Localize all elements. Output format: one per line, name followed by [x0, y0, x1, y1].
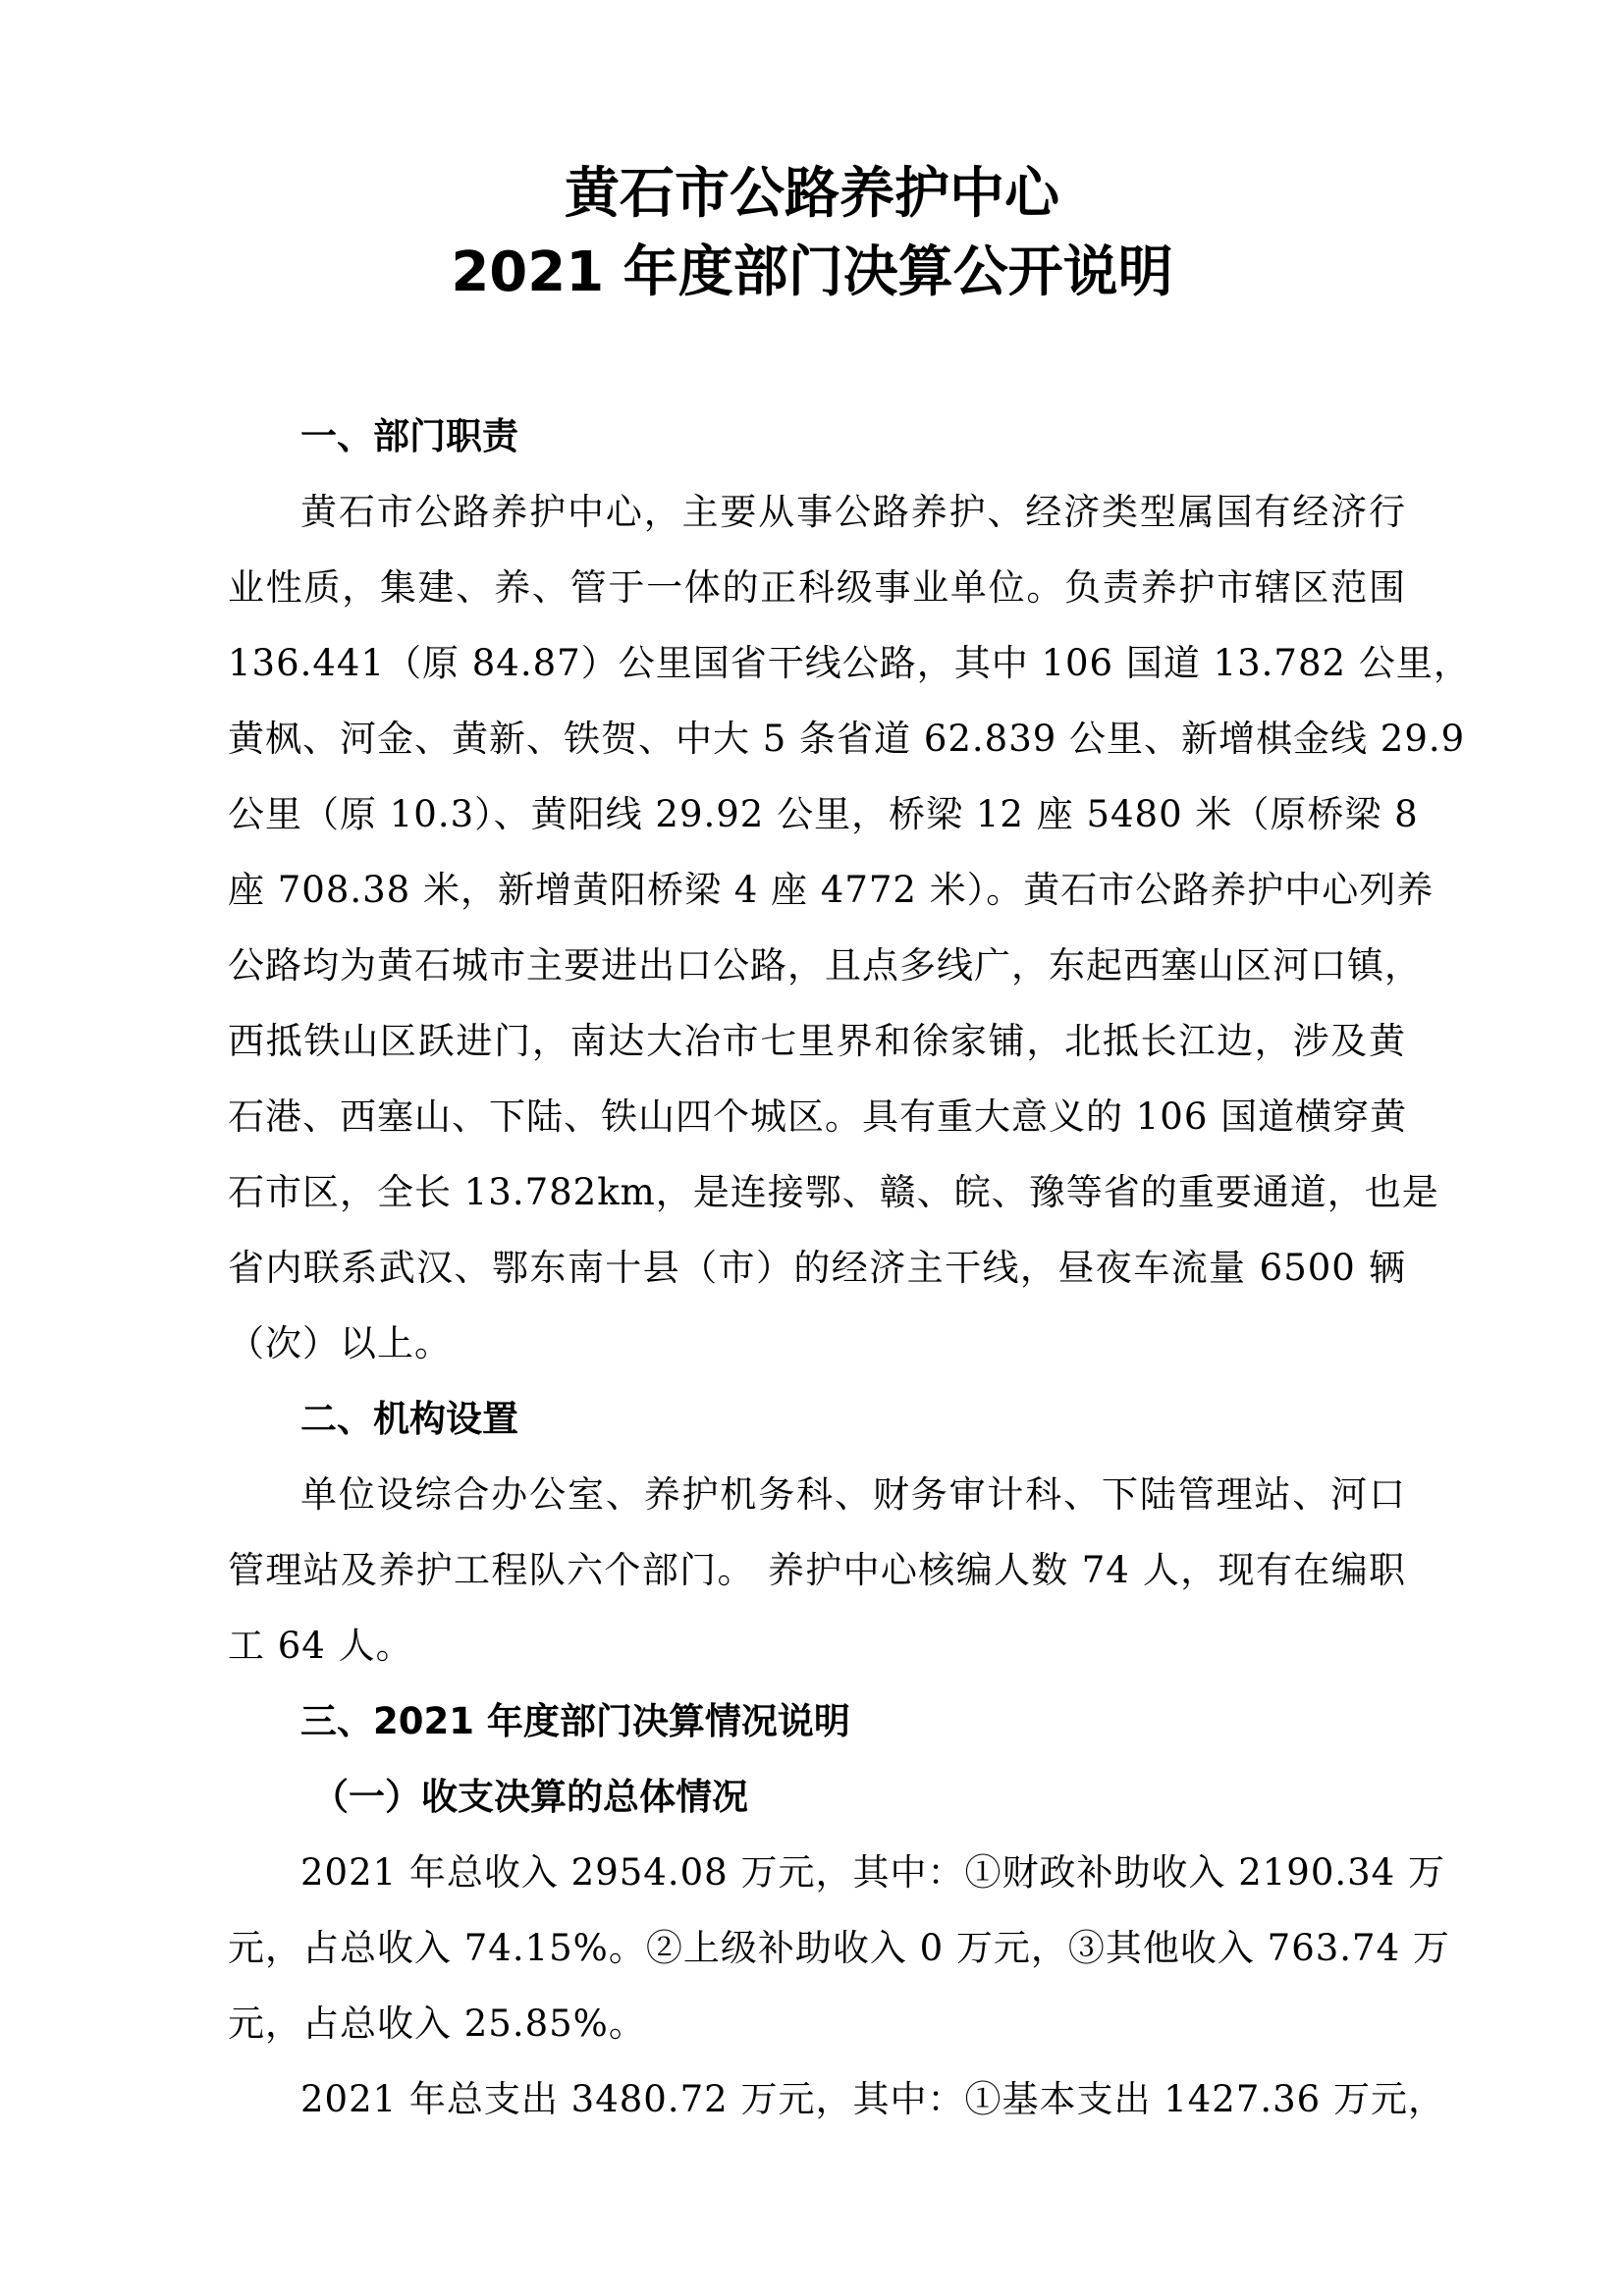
paragraph-line: 黄石市公路养护中心，主要从事公路养护、经济类型属国有经济行 [300, 491, 1406, 533]
paragraph-line: 公里（原 10.3）、黄阳线 29.92 公里，桥梁 12 座 5480 米（原桥梁 8 [228, 793, 1419, 835]
paragraph-line: 省内联系武汉、鄂东南十县（市）的经济主干线，昼夜车流量 6500 辆 [228, 1247, 1406, 1289]
section-heading-final-accounts: 三、2021 年度部门决算情况说明 [300, 1700, 850, 1742]
paragraph-line: 工 64 人。 [228, 1625, 413, 1667]
paragraph-line: 元，占总收入 25.85%。 [228, 2002, 646, 2045]
document-title-line-1: 黄石市公路养护中心 [565, 162, 1059, 226]
paragraph-line: 石市区，全长 13.782km，是连接鄂、赣、皖、豫等省的重要通道，也是 [228, 1171, 1439, 1213]
paragraph-line: 座 708.38 米，新增黄阳桥梁 4 座 4772 米）。黄石市公路养护中心列养 [228, 869, 1435, 911]
paragraph-line: 单位设综合办公室、养护机务科、财务审计科、下陆管理站、河口 [300, 1473, 1406, 1516]
document-title-line-2: 2021 年度部门决算公开说明 [451, 240, 1173, 304]
paragraph-line: 元，占总收入 74.15%。②上级补助收入 0 万元，③其他收入 763.74 万 [228, 1927, 1450, 1969]
paragraph-line: 136.441（原 84.87）公里国省干线公路，其中 106 国道 13.782 公里， [228, 642, 1471, 684]
paragraph-line: 业性质，集建、养、管于一体的正科级事业单位。负责养护市辖区范围 [228, 566, 1406, 609]
paragraph-line: 黄枫、河金、黄新、铁贺、中大 5 条省道 62.839 公里、新增棋金线 29.9 [228, 718, 1466, 760]
paragraph-line: 公路均为黄石城市主要进出口公路，且点多线广，东起西塞山区河口镇， [228, 944, 1422, 987]
paragraph-line: 2021 年总支出 3480.72 万元，其中：①基本支出 1427.36 万元， [300, 2078, 1445, 2120]
paragraph-line: 西抵铁山区跃进门，南达大冶市七里界和徐家铺，北抵长江边，涉及黄 [228, 1020, 1406, 1062]
section-heading-duties: 一、部门职责 [300, 415, 518, 457]
section-heading-organization: 二、机构设置 [300, 1398, 518, 1440]
paragraph-line: 2021 年总收入 2954.08 万元，其中：①财政补助收入 2190.34 万 [300, 1851, 1445, 1894]
subsection-heading-overall: （一）收支决算的总体情况 [312, 1776, 748, 1818]
paragraph-line: （次）以上。 [228, 1322, 452, 1364]
paragraph-line: 管理站及养护工程队六个部门。 养护中心核编人数 74 人，现有在编职 [228, 1549, 1406, 1591]
paragraph-line: 石港、西塞山、下陆、铁山四个城区。具有重大意义的 106 国道横穿黄 [228, 1095, 1408, 1138]
